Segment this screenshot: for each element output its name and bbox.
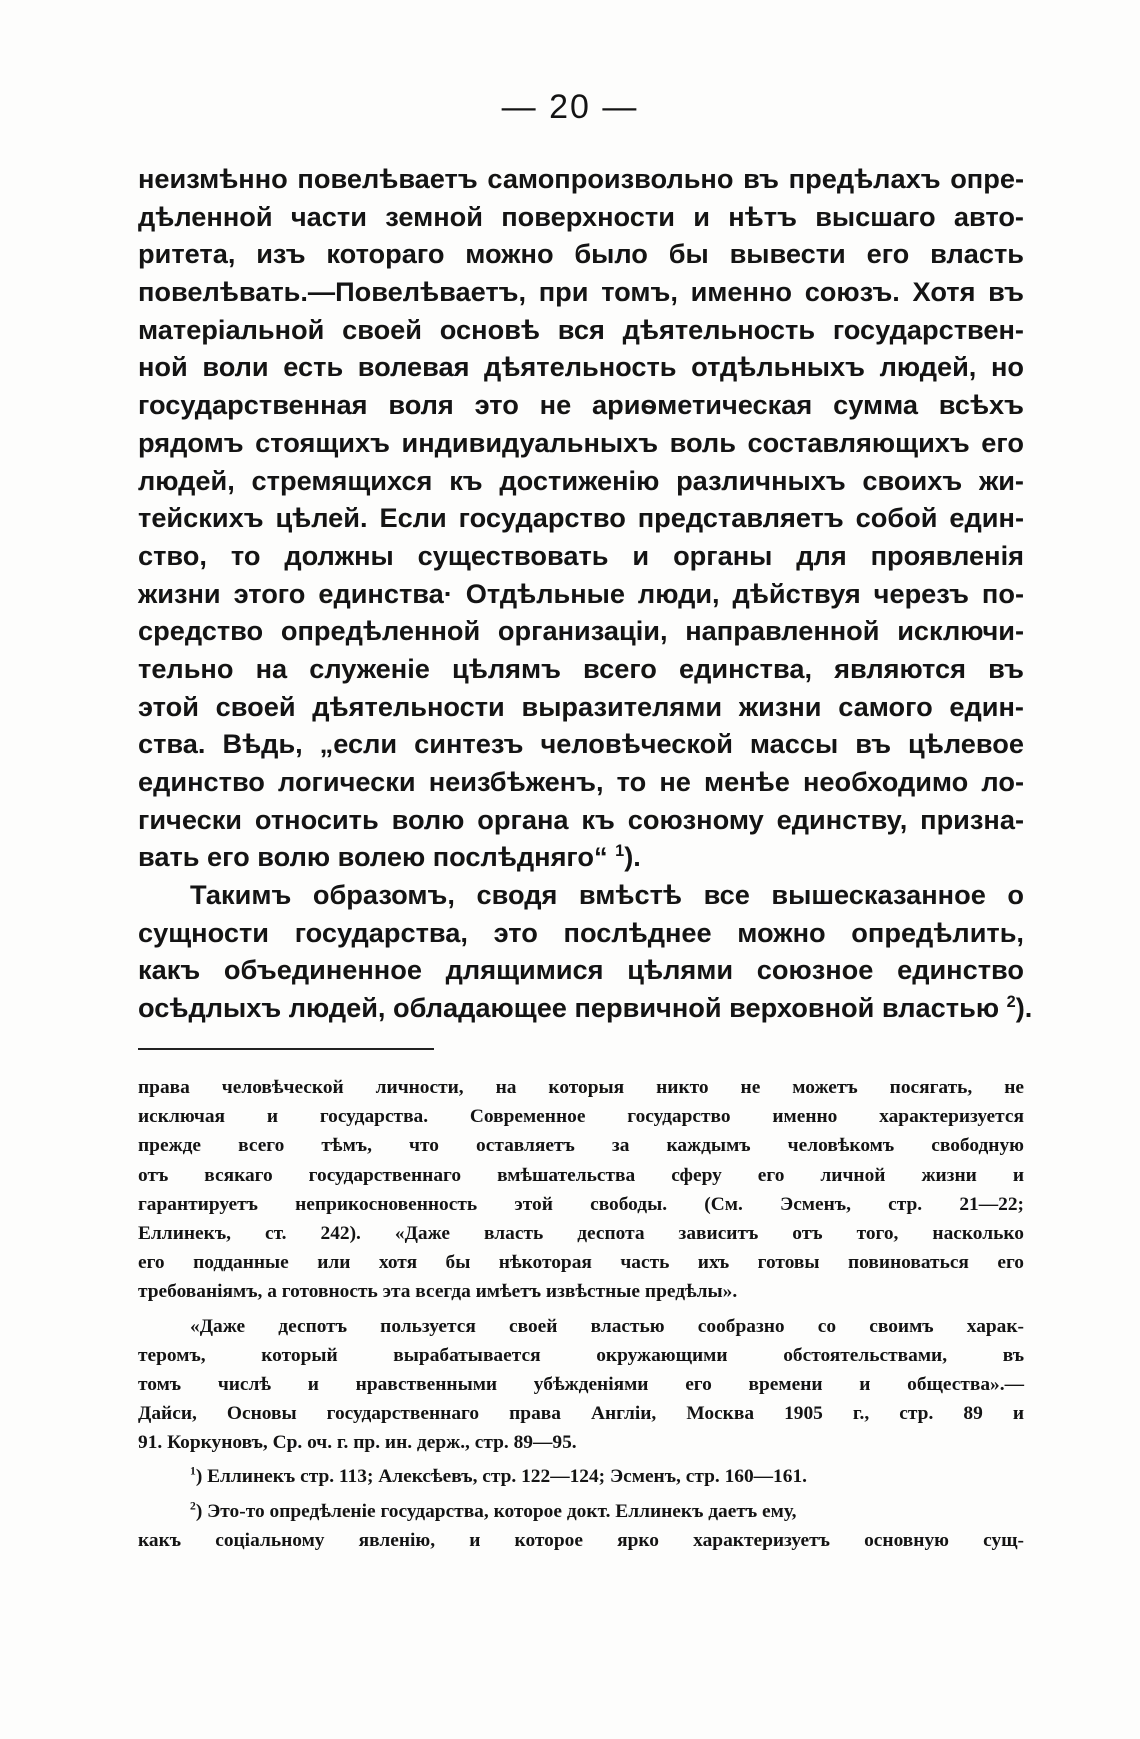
text-line: тейскихъ цѣлей. Если государство представляетъ собой един-	[138, 502, 1024, 534]
footnote-line: Еллинекъ, ст. 242). «Даже власть деспота зависитъ отъ того, насколько	[138, 1222, 1024, 1244]
footnote-ref-2[interactable]: 2	[1006, 993, 1016, 1012]
footnote-line	[138, 1497, 1024, 1526]
text-line: ной воли есть волевая дѣятельность отдѣльныхъ людей, но	[138, 351, 1024, 383]
text-line: неизмѣнно повелѣваетъ самопроизвольно въ предѣлахъ опре-	[138, 163, 1024, 194]
footnote-line: отъ всякаго государственнаго вмѣшательства сферу его личной жизни и	[138, 1164, 1024, 1186]
footnote-separator	[138, 1048, 434, 1050]
text-line: средство опредѣленной организаціи, направленной исключи-	[138, 615, 1024, 647]
footnote-line: права человѣческой личности, на которыя никто не можетъ посягать, не	[138, 1077, 1024, 1098]
footnote-line: теромъ, который вырабатывается окружающими обстоятельствами, въ	[138, 1344, 1024, 1366]
text-line: государственная воля это не ариѳметическая сумма всѣхъ	[138, 389, 1024, 421]
page-number: — 20 —	[501, 88, 639, 126]
text-line: какъ объединенное длящимися цѣлями союзное единство	[138, 954, 1024, 986]
text-line: матеріальной своей основѣ вся дѣятельность государствен-	[138, 313, 1024, 345]
footnote-line: его подданные или хотя бы нѣкоторая часть ихъ готовы повиноваться его	[138, 1252, 1024, 1274]
text-line-last	[138, 838, 1024, 876]
text-line: дѣленной части земной поверхности и нѣтъ высшаго авто-	[138, 200, 1024, 232]
footnote-line: требованіямъ, а готовность эта всегда имѣетъ извѣстные предѣлы».	[138, 1281, 738, 1303]
text-line-last	[138, 989, 1033, 1027]
text-line: жизни этого единства· Отдѣльные люди, дѣйствуя черезъ по-	[138, 577, 1024, 609]
footnote-line: Дайси, Основы государственнаго права Англіи, Москва 1905 г., стр. 89 и	[138, 1403, 1024, 1425]
text-line: ритета, изъ котораго можно было бы вывести его власть	[138, 238, 1024, 270]
text-line: рядомъ стоящихъ индивидуальныхъ воль составляющихъ его	[138, 426, 1024, 458]
text-line: тельно на служеніе цѣлямъ всего единства, являются въ	[138, 652, 1024, 684]
text-line: ства. Вѣдь, „если синтезъ человѣческой массы въ цѣлевое	[138, 728, 1024, 760]
footnote-line: какъ соціальному явленію, и которое ярко характеризуетъ основную сущ-	[138, 1529, 1024, 1551]
text-fragment: осѣдлыхъ людей, обладающее первичной верховной властью	[138, 992, 1000, 1024]
text-line: ство, то должны существовать и органы для проявленія	[138, 539, 1024, 571]
footnote-line: томъ числѣ и нравственными убѣжденіями его времени и общества».—	[138, 1373, 1024, 1395]
footnote-text: ) Это-то опредѣленіе государства, которое докт. Еллинекъ даетъ ему,	[195, 1500, 797, 1522]
footnote-line	[138, 1462, 1024, 1491]
footnote-2	[138, 1497, 1024, 1555]
footnote-text: ) Еллинекъ стр. 113; Алексѣевъ, стр. 122—124; Эсменъ, стр. 160—161.	[195, 1466, 807, 1488]
text-line: Такимъ образомъ, сводя вмѣстѣ все вышесказанное о	[190, 879, 1024, 911]
text-fragment: ).	[624, 841, 641, 873]
footnote-line: прежде всего тѣмъ, что оставляетъ за каждымъ человѣкомъ свободную	[138, 1135, 1024, 1157]
text-line: гически относить волю органа къ союзному единству, призна-	[138, 803, 1024, 835]
footnote-quote	[138, 1312, 1024, 1458]
footnote-line: «Даже деспотъ пользуется своей властью сообразно со своимъ харак-	[190, 1315, 1024, 1337]
text-line: людей, стремящихся къ достиженію различныхъ своихъ жи-	[138, 464, 1024, 496]
text-fragment: ).	[1015, 992, 1033, 1024]
paragraph-1	[138, 160, 1024, 876]
footnote-line: исключая и государства. Современное государство именно характеризуется	[138, 1106, 1024, 1128]
main-text	[138, 160, 1033, 1027]
footnote-continuation	[138, 1073, 1024, 1307]
footnote-ref-1[interactable]: 1	[615, 842, 625, 861]
footnote-line: гарантируетъ неприкосновенность этой свободы. (См. Эсменъ, стр. 21—22;	[138, 1193, 1024, 1215]
text-line: повелѣвать.—Повелѣваетъ, при томъ, именно союзъ. Хотя въ	[138, 276, 1024, 308]
footnote-1	[138, 1462, 1024, 1491]
text-line: этой своей дѣятельности выразителями жизни самого един-	[138, 690, 1024, 722]
footnote-mark-2: 2	[190, 1499, 196, 1513]
footnote-line: 91. Коркуновъ, Ср. оч. г. пр. ин. держ., стр. 89—95.	[138, 1432, 577, 1454]
paragraph-2	[138, 876, 1033, 1027]
footnotes	[138, 1073, 1024, 1560]
footnote-mark-1: 1	[190, 1464, 196, 1478]
text-line: единство логически неизбѣженъ, то не менѣе необходимо ло-	[138, 766, 1024, 797]
text-fragment: вать его волю волею послѣдняго“	[138, 841, 608, 873]
text-line: сущности государства, это послѣднее можно опредѣлить,	[138, 916, 1024, 948]
